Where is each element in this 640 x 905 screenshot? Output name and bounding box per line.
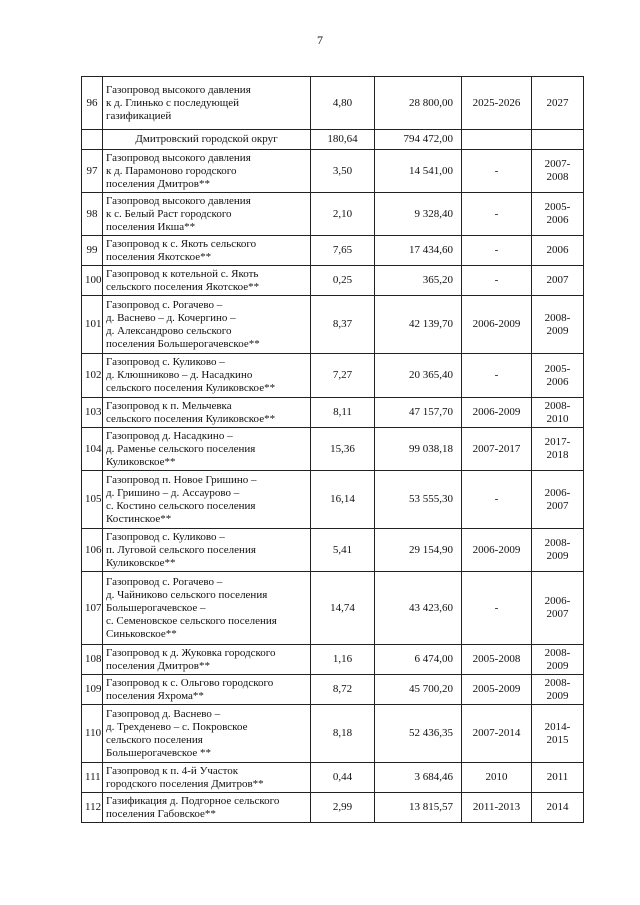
cost-value-cell: 28 800,00	[375, 77, 462, 130]
object-name-cell: Газопровод с. Куликово – п. Луговой сельского поселения Куликовское**	[103, 529, 311, 572]
object-name-cell: Газопровод к котельной с. Якоть сельского поселения Якотское**	[103, 266, 311, 296]
object-name-cell: Газопровод к п. 4-й Участок городского поселения Дмитров**	[103, 763, 311, 793]
row-number-cell: 104	[82, 428, 103, 471]
object-name-cell: Газопровод к п. Мельчевка сельского поселения Куликовское**	[103, 398, 311, 428]
table-row	[82, 428, 584, 471]
table-row	[82, 763, 584, 793]
row-number-cell: 98	[82, 193, 103, 236]
row-number-cell: 112	[82, 793, 103, 823]
object-name-cell: Газопровод к д. Жуковка городского поселения Дмитров**	[103, 645, 311, 675]
cost-value-cell: 53 555,30	[375, 471, 462, 529]
period-build-cell: 2006-2007	[532, 572, 584, 645]
period-build-cell	[532, 130, 584, 150]
gas-pipeline-table	[81, 76, 584, 823]
object-name-cell: Газопровод высокого давления к д. Глинько с последующей газификацией	[103, 77, 311, 130]
period-design-cell: 2011-2013	[462, 793, 532, 823]
table-row	[82, 296, 584, 354]
period-build-cell: 2008-2009	[532, 529, 584, 572]
length-km-cell: 8,72	[311, 675, 375, 705]
length-km-cell: 5,41	[311, 529, 375, 572]
period-build-cell: 2007	[532, 266, 584, 296]
period-build-cell: 2008-2009	[532, 296, 584, 354]
cost-value-cell: 6 474,00	[375, 645, 462, 675]
table-row	[82, 471, 584, 529]
cost-value-cell: 3 684,46	[375, 763, 462, 793]
cost-value-cell: 52 436,35	[375, 705, 462, 763]
cost-value-cell: 14 541,00	[375, 150, 462, 193]
length-km-cell: 2,10	[311, 193, 375, 236]
period-design-cell: 2025-2026	[462, 77, 532, 130]
cost-value-cell: 99 038,18	[375, 428, 462, 471]
period-build-cell: 2007-2008	[532, 150, 584, 193]
length-km-cell: 8,37	[311, 296, 375, 354]
row-number-cell: 103	[82, 398, 103, 428]
table-row	[82, 398, 584, 428]
period-design-cell	[462, 130, 532, 150]
row-number-cell: 99	[82, 236, 103, 266]
object-name-cell: Газопровод к с. Ольгово городского поселения Яхрома**	[103, 675, 311, 705]
object-name-cell: Газопровод высокого давления к д. Парамоново городского поселения Дмитров**	[103, 150, 311, 193]
page-number: 7	[317, 33, 323, 47]
cost-value-cell: 42 139,70	[375, 296, 462, 354]
cost-value-cell: 29 154,90	[375, 529, 462, 572]
cost-value-cell: 9 328,40	[375, 193, 462, 236]
cost-value-cell: 43 423,60	[375, 572, 462, 645]
length-km-cell: 2,99	[311, 793, 375, 823]
period-build-cell: 2008-2009	[532, 645, 584, 675]
period-design-cell: 2006-2009	[462, 529, 532, 572]
length-km-cell: 0,44	[311, 763, 375, 793]
period-build-cell: 2006	[532, 236, 584, 266]
row-number-cell: 107	[82, 572, 103, 645]
row-number-cell	[82, 130, 103, 150]
cost-value-cell: 794 472,00	[375, 130, 462, 150]
length-km-cell: 1,16	[311, 645, 375, 675]
row-number-cell: 110	[82, 705, 103, 763]
period-build-cell: 2005-2006	[532, 354, 584, 398]
period-build-cell: 2005-2006	[532, 193, 584, 236]
object-name-cell: Газопровод д. Насадкино – д. Раменье сельского поселения Куликовское**	[103, 428, 311, 471]
period-design-cell: 2006-2009	[462, 296, 532, 354]
object-name-cell: Газификация д. Подгорное сельского поселения Габовское**	[103, 793, 311, 823]
table-row-total	[82, 130, 584, 150]
period-design-cell: 2005-2008	[462, 645, 532, 675]
table-row	[82, 354, 584, 398]
row-number-cell: 111	[82, 763, 103, 793]
table-row	[82, 236, 584, 266]
period-design-cell: -	[462, 354, 532, 398]
object-name-cell: Газопровод д. Васнево – д. Трехденево – с. Покровское сельского поселения Большерогачевское **	[103, 705, 311, 763]
table-row	[82, 529, 584, 572]
cost-value-cell: 20 365,40	[375, 354, 462, 398]
period-design-cell: 2005-2009	[462, 675, 532, 705]
period-build-cell: 2017-2018	[532, 428, 584, 471]
length-km-cell: 4,80	[311, 77, 375, 130]
period-design-cell: -	[462, 266, 532, 296]
object-name-cell: Газопровод к с. Якоть сельского поселения Якотское**	[103, 236, 311, 266]
cost-value-cell: 365,20	[375, 266, 462, 296]
period-design-cell: -	[462, 572, 532, 645]
length-km-cell: 15,36	[311, 428, 375, 471]
length-km-cell: 7,27	[311, 354, 375, 398]
cost-value-cell: 47 157,70	[375, 398, 462, 428]
period-design-cell: -	[462, 193, 532, 236]
length-km-cell: 8,18	[311, 705, 375, 763]
period-build-cell: 2027	[532, 77, 584, 130]
object-name-cell: Дмитровский городской округ	[103, 130, 311, 150]
length-km-cell: 16,14	[311, 471, 375, 529]
table-row	[82, 572, 584, 645]
object-name-cell: Газопровод п. Новое Гришино – д. Гришино – д. Ассаурово – с. Костино сельского поселения Костинское**	[103, 471, 311, 529]
cost-value-cell: 45 700,20	[375, 675, 462, 705]
table-row	[82, 705, 584, 763]
length-km-cell: 14,74	[311, 572, 375, 645]
period-design-cell: -	[462, 236, 532, 266]
table-row	[82, 193, 584, 236]
length-km-cell: 180,64	[311, 130, 375, 150]
cost-value-cell: 13 815,57	[375, 793, 462, 823]
row-number-cell: 109	[82, 675, 103, 705]
row-number-cell: 97	[82, 150, 103, 193]
row-number-cell: 108	[82, 645, 103, 675]
row-number-cell: 96	[82, 77, 103, 130]
table-row	[82, 77, 584, 130]
length-km-cell: 3,50	[311, 150, 375, 193]
row-number-cell: 101	[82, 296, 103, 354]
period-build-cell: 2011	[532, 763, 584, 793]
period-design-cell: 2006-2009	[462, 398, 532, 428]
row-number-cell: 105	[82, 471, 103, 529]
object-name-cell: Газопровод с. Рогачево – д. Васнево – д. Кочергино – д. Александрово сельского поселения Большерогачевское**	[103, 296, 311, 354]
period-build-cell: 2014	[532, 793, 584, 823]
period-design-cell: 2007-2017	[462, 428, 532, 471]
length-km-cell: 8,11	[311, 398, 375, 428]
period-build-cell: 2008-2009	[532, 675, 584, 705]
period-design-cell: 2007-2014	[462, 705, 532, 763]
table-row	[82, 675, 584, 705]
period-design-cell: 2010	[462, 763, 532, 793]
table-row	[82, 266, 584, 296]
period-build-cell: 2006-2007	[532, 471, 584, 529]
period-build-cell: 2014-2015	[532, 705, 584, 763]
period-build-cell: 2008-2010	[532, 398, 584, 428]
object-name-cell: Газопровод высокого давления к с. Белый Раст городского поселения Икша**	[103, 193, 311, 236]
length-km-cell: 0,25	[311, 266, 375, 296]
table-row	[82, 793, 584, 823]
period-design-cell: -	[462, 150, 532, 193]
period-design-cell: -	[462, 471, 532, 529]
row-number-cell: 102	[82, 354, 103, 398]
cost-value-cell: 17 434,60	[375, 236, 462, 266]
length-km-cell: 7,65	[311, 236, 375, 266]
table-row	[82, 150, 584, 193]
row-number-cell: 100	[82, 266, 103, 296]
row-number-cell: 106	[82, 529, 103, 572]
object-name-cell: Газопровод с. Рогачево – д. Чайниково сельского поселения Большерогачевское – с. Семеновское сельского поселения Синьковское**	[103, 572, 311, 645]
object-name-cell: Газопровод с. Куликово – д. Клюшниково – д. Насадкино сельского поселения Куликовское**	[103, 354, 311, 398]
table-row	[82, 645, 584, 675]
